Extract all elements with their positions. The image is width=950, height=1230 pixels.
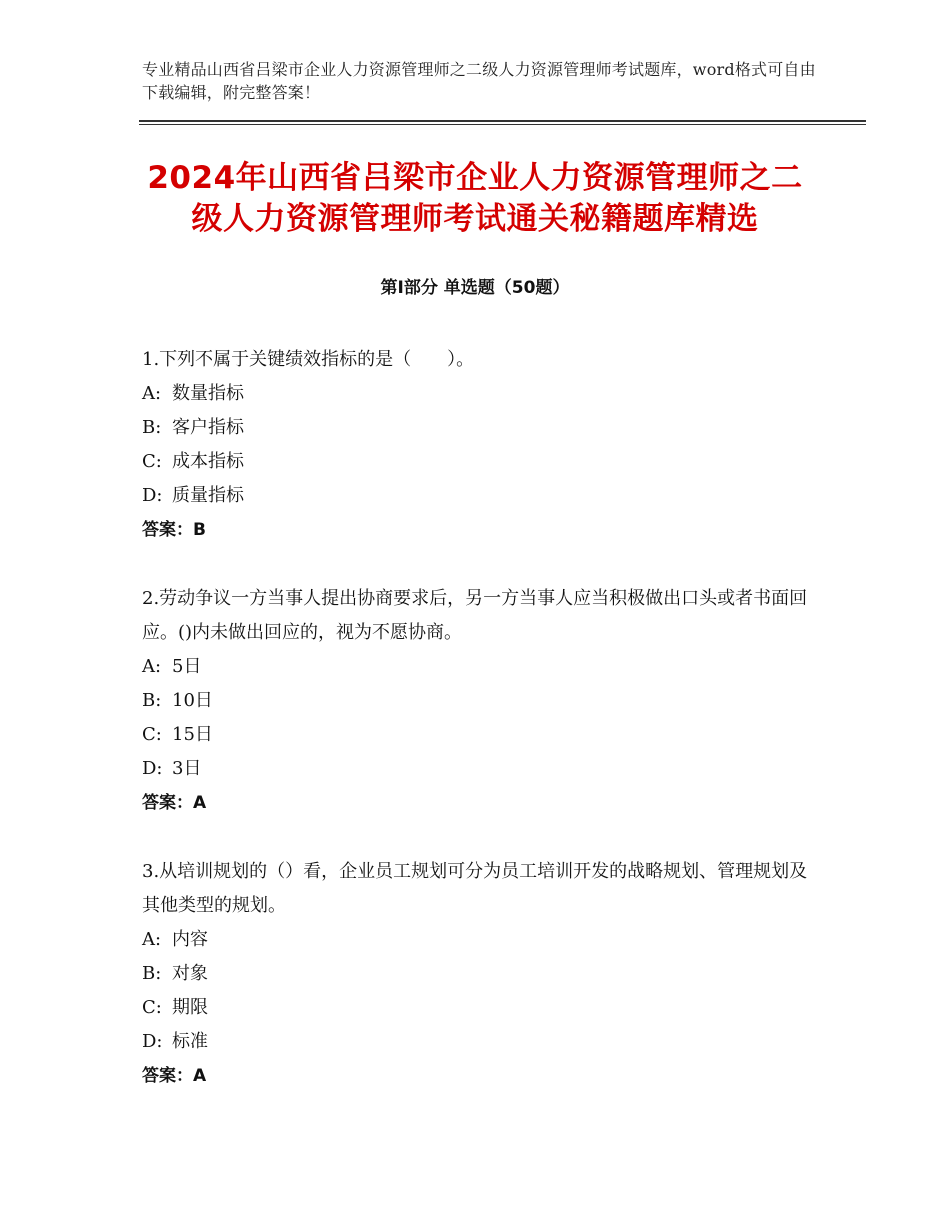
option-text: 标准	[172, 1031, 208, 1052]
option-text: 内容	[172, 929, 208, 950]
option-key: D:	[142, 758, 163, 779]
option-d	[142, 752, 812, 786]
option-text: 客户指标	[172, 417, 244, 438]
option-text: 5日	[172, 656, 202, 677]
option-key: B:	[142, 417, 162, 438]
option-key: A:	[142, 383, 162, 404]
option-key: A:	[142, 656, 162, 677]
option-c	[142, 991, 812, 1025]
option-text: 期限	[172, 997, 208, 1018]
option-text: 数量指标	[172, 383, 244, 404]
option-a	[142, 377, 812, 411]
question-stem: 3.从培训规划的（）看，企业员工规划可分为员工培训开发的战略规划、管理规划及其他类型的规划。	[142, 861, 808, 916]
option-c	[142, 445, 812, 479]
option-key: B:	[142, 963, 162, 984]
section-title: 第Ⅰ部分 单选题（50题）	[380, 278, 570, 298]
option-text: 成本指标	[172, 451, 244, 472]
document-title: 2024年山西省吕梁市企业人力资源管理师之二级人力资源管理师考试通关秘籍题库精选	[147, 160, 803, 237]
option-key: D:	[142, 485, 163, 506]
option-key: C:	[142, 997, 162, 1018]
option-c	[142, 718, 812, 752]
question-1	[142, 343, 812, 547]
answer-line: 答案：B	[142, 520, 206, 540]
option-a	[142, 923, 812, 957]
option-key: D:	[142, 1031, 163, 1052]
option-text: 15日	[172, 724, 213, 745]
option-d	[142, 479, 812, 513]
answer-line: 答案：A	[142, 1066, 207, 1086]
option-text: 对象	[172, 963, 208, 984]
option-b	[142, 411, 812, 445]
question-stem: 1.下列不属于关键绩效指标的是（ ）。	[142, 349, 475, 370]
option-key: A:	[142, 929, 162, 950]
option-a	[142, 650, 812, 684]
option-b	[142, 684, 812, 718]
question-2	[142, 582, 812, 820]
option-key: C:	[142, 724, 162, 745]
header-note: 专业精品山西省吕梁市企业人力资源管理师之二级人力资源管理师考试题库，word格式可自由下载编辑，附完整答案！	[142, 60, 816, 102]
question-stem: 2.劳动争议一方当事人提出协商要求后，另一方当事人应当积极做出口头或者书面回应。()内未做出回应的，视为不愿协商。	[142, 588, 808, 643]
option-text: 3日	[172, 758, 202, 779]
option-text: 质量指标	[172, 485, 244, 506]
option-text: 10日	[172, 690, 213, 711]
option-key: B:	[142, 690, 162, 711]
question-3	[142, 855, 812, 1093]
question-list	[142, 343, 812, 1128]
option-d	[142, 1025, 812, 1059]
option-key: C:	[142, 451, 162, 472]
header-divider	[139, 120, 866, 122]
answer-line: 答案：A	[142, 793, 207, 813]
option-b	[142, 957, 812, 991]
